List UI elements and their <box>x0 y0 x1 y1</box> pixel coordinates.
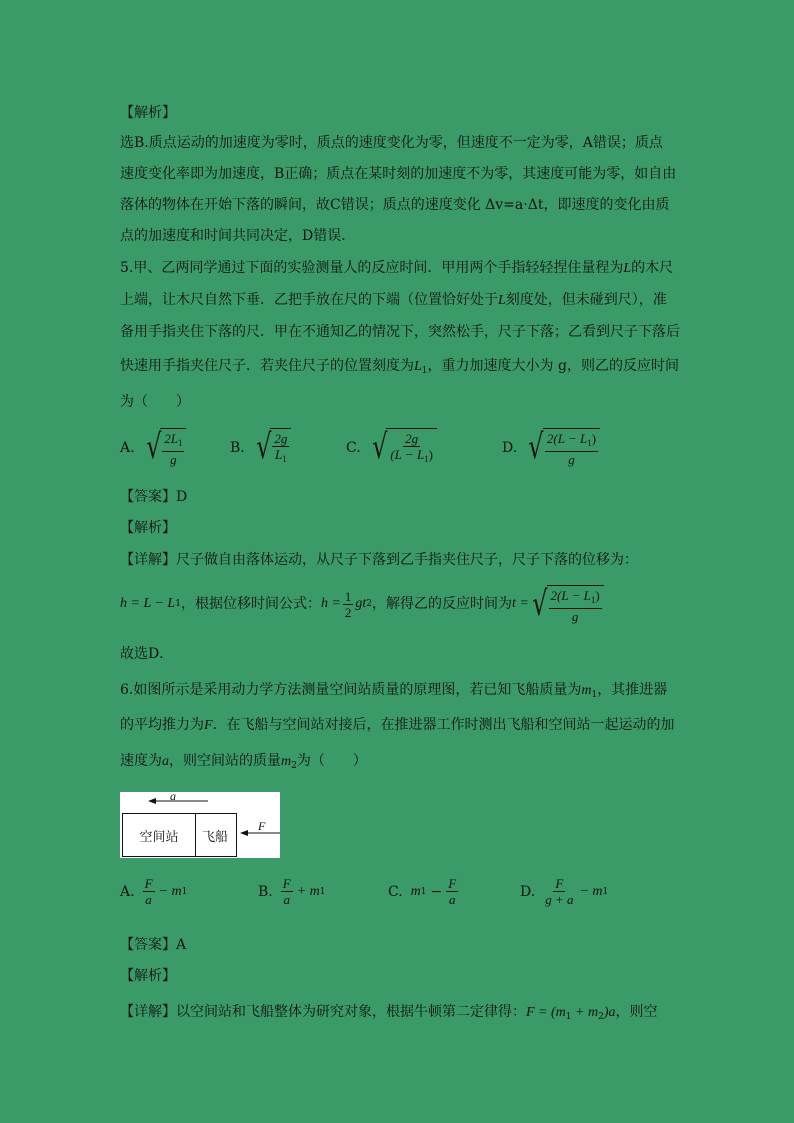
sqrt-symbol: √ $\frac{2g}{(L - L_1)}$ <box>369 428 437 467</box>
sqrt-symbol: √ $\frac{2(L - L_1)}{g}$ <box>525 428 600 467</box>
q6-option-c[interactable]: C. m 1 − $\frac{F}{a}$ <box>388 876 457 907</box>
q5-line-4: 快速用手指夹住尺子．若夹住尺子的位置刻度为$L_1$，重力加速度大小为 g，则乙的反应时间 <box>120 358 679 376</box>
q5-line-5: 为（ ） <box>120 394 190 410</box>
analysis-line-3: 落体的物体在开始下落的瞬间，故C错误；质点的速度变化 Δv=a·Δt，即速度的变化由质 <box>120 197 670 213</box>
q5-option-d[interactable]: D. √ $\frac{2(L - L_1)}{g}$ <box>502 428 600 467</box>
q5-line-1: 5.甲、乙两同学通过下面的实验测量人的反应时间．甲用两个手指轻轻捏住量程为L的木尺 <box>120 260 674 276</box>
spaceship-box: 飞船 <box>194 813 237 857</box>
q5-option-a[interactable]: A. √ $\frac{2L_1}{g}$ <box>120 428 186 467</box>
acceleration-label: a <box>170 789 176 803</box>
q6-analysis-heading: 【解析】 <box>120 968 176 984</box>
q5-option-b[interactable]: B. √ $\frac{2g}{L_1}$ <box>230 428 291 467</box>
q6-answer: 【答案】A <box>120 937 187 953</box>
q5-analysis-heading: 【解析】 <box>120 520 176 536</box>
q5-answer: 【答案】D <box>120 489 188 505</box>
sqrt-symbol: √ $\frac{2(L - L_1)}{g}$ <box>529 585 604 624</box>
q5-detail: 【详解】尺子做自由落体运动，从尺子下落到乙手指夹住尺子，尺子下落的位移为： <box>120 552 638 568</box>
q5-conclusion: 故选D． <box>120 646 174 662</box>
q6-option-a[interactable]: A. $\frac{F}{a}$ − m 1 <box>120 876 188 907</box>
q5-line-3: 备用手指夹住下落的尺．甲在不通知乙的情况下，突然松手，尺子下落；乙看到尺子下落后 <box>120 324 680 340</box>
q5-line-2: 上端，让木尺自然下垂．乙把手放在尺的下端（位置恰好处于L刻度处，但未碰到尺），准 <box>120 292 667 308</box>
q6-line-1: 6.如图所示是采用动力学方法测量空间站质量的原理图，若已知飞船质量为$m_1$，其推进器 <box>120 682 668 700</box>
q6-option-b[interactable]: B. $\frac{F}{a}$ + m 1 <box>258 876 326 907</box>
sqrt-symbol: √ $\frac{2g}{L_1}$ <box>253 428 292 467</box>
analysis-line-1: 选B.质点运动的加速度为零时，质点的速度变化为零，但速度不一定为零，A错误；质点 <box>120 135 663 151</box>
analysis-line-2: 速度变化率即为加速度，B正确；质点在某时刻的加速度不为零，其速度可能为零，如自由 <box>120 166 677 182</box>
acceleration-arrowhead <box>148 798 156 804</box>
q5-equations: h = L − L 1 ，根据位移时间公式： h = $\frac{1}{2}$ gt 2 ，解得乙的反应时间为 t = √ $\frac{2(L - L_1)}{g}$ <box>120 582 680 626</box>
sqrt-symbol: √ $\frac{2L_1}{g}$ <box>143 428 187 467</box>
space-station-diagram <box>120 789 280 858</box>
analysis-heading: 【解析】 <box>120 105 176 121</box>
q5-option-c[interactable]: C. √ $\frac{2g}{(L - L_1)}$ <box>346 428 437 467</box>
q6-option-d[interactable]: D. $\frac{F}{g + a}$ − m 1 <box>520 876 609 907</box>
analysis-line-4: 点的加速度和时间共同决定，D错误． <box>120 228 356 244</box>
q6-detail: 【详解】以空间站和飞船整体为研究对象，根据牛顿第二定律得：$F = (m_1 + m_2)a$，则空 <box>120 1004 658 1022</box>
q6-line-2: 的平均推力为F．在飞船与空间站对接后，在推进器工作时测出飞船和空间站一起运动的加 <box>120 717 675 733</box>
space-station-box: 空间站 <box>122 813 196 857</box>
force-label: F <box>258 819 266 833</box>
half-fraction: $\frac{1}{2}$ <box>344 588 352 620</box>
q6-line-3: 速度为a，则空间站的质量$m_2$为（ ） <box>120 753 367 771</box>
force-arrowhead <box>240 830 248 836</box>
